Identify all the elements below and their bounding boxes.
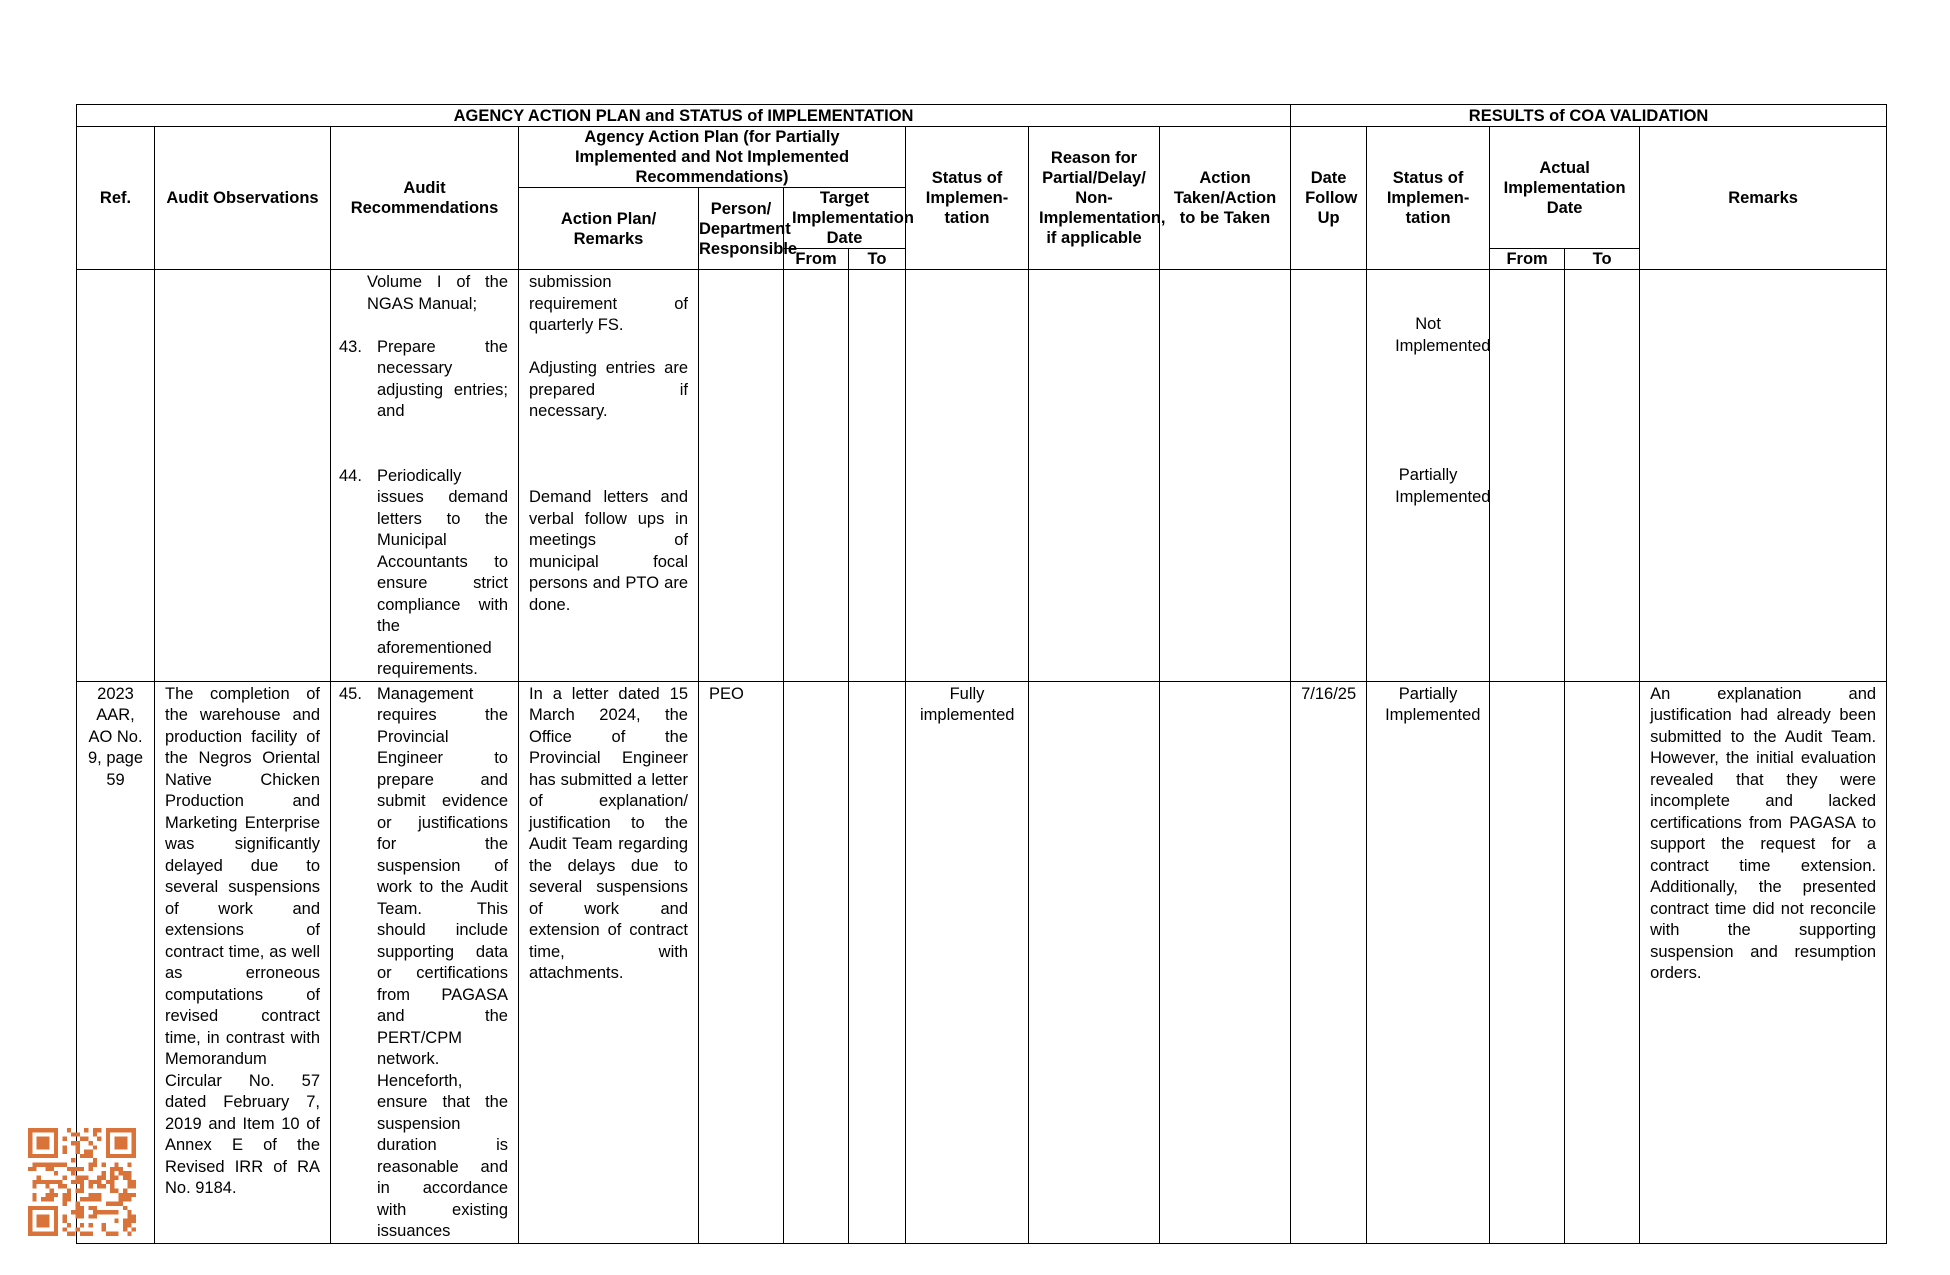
target-from-header: From bbox=[784, 249, 849, 270]
status-agency-text: Fully implemented bbox=[920, 684, 1015, 724]
action-plan-table bbox=[76, 104, 1887, 1244]
plan-continued: submission requirement of quarterly FS. bbox=[529, 273, 688, 334]
target-to-cell bbox=[849, 270, 906, 682]
person-cell bbox=[699, 270, 784, 682]
actual-date-header: Actual Implementation Date bbox=[1490, 127, 1640, 249]
status-coa-header: Status of Implemen- tation bbox=[1367, 127, 1490, 270]
reason-header: Reason for Partial/Delay/ Non- Implementation, if applicable bbox=[1029, 127, 1160, 270]
actual-from-cell bbox=[1490, 270, 1565, 682]
status-coa-text: Partially Implemented bbox=[1385, 684, 1481, 724]
remarks-cell bbox=[1640, 270, 1887, 682]
recommendations-cell bbox=[331, 270, 519, 682]
observation-cell bbox=[155, 681, 331, 1243]
follow-up-date: 7/16/25 bbox=[1301, 684, 1357, 703]
target-date-header: Target Implementation Date bbox=[784, 188, 906, 249]
plan-text: In a letter dated 15 March 2024, the Office of the Provincial Engineer has submitted a letter of explanation/ justification to the Audit Team regarding the delays due to several suspensions of work and extension of contract time, with attachments. bbox=[529, 684, 688, 982]
status-agency-header: Status of Implemen- tation bbox=[906, 127, 1029, 270]
rec-45-text: Management requires the Provincial Engineer to prepare and submit evidence or justifications for the suspension of work to the Audit Team. This should include supporting data or certifications from PAGASA and the PERT/CPM network. Henceforth, ensure that the suspension duration is reasonable and in accordance with existing issuances bbox=[377, 684, 508, 1240]
actual-to-cell bbox=[1565, 681, 1640, 1243]
observation-cell bbox=[155, 270, 331, 682]
plan-43-text: Adjusting entries are prepared if necessary. bbox=[529, 359, 688, 420]
follow-up-cell bbox=[1291, 270, 1367, 682]
person-text: PEO bbox=[709, 684, 744, 703]
audit-recommendations-header: Audit Recommendations bbox=[331, 127, 519, 270]
remarks-header: Remarks bbox=[1640, 127, 1887, 270]
person-responsible-header: Person/ Department Responsible bbox=[699, 188, 784, 270]
table-row bbox=[77, 681, 1887, 1243]
action-plan-remarks-header: Action Plan/ Remarks bbox=[519, 188, 699, 270]
action-taken-header: Action Taken/Action to be Taken bbox=[1160, 127, 1291, 270]
target-to-header: To bbox=[849, 249, 906, 270]
table-row bbox=[77, 270, 1887, 682]
action-taken-cell bbox=[1160, 681, 1291, 1243]
status-43: Not Implemented bbox=[1395, 315, 1491, 355]
status-agency-cell bbox=[906, 681, 1029, 1243]
qr-code bbox=[28, 1128, 136, 1236]
recommendations-cell bbox=[331, 681, 519, 1243]
status-agency-cell bbox=[906, 270, 1029, 682]
status-coa-cell bbox=[1367, 681, 1490, 1243]
target-from-cell bbox=[784, 681, 849, 1243]
reason-cell bbox=[1029, 681, 1160, 1243]
actual-from-cell bbox=[1490, 681, 1565, 1243]
actual-to-cell bbox=[1565, 270, 1640, 682]
follow-up-cell bbox=[1291, 681, 1367, 1243]
rec-continued: Volume I of the NGAS Manual; bbox=[367, 273, 508, 313]
ref-cell: 2023 AAR, AO No. 9, page 59 bbox=[77, 681, 155, 1243]
actual-to-header: To bbox=[1565, 249, 1640, 270]
reason-cell bbox=[1029, 270, 1160, 682]
rec-number: 43. bbox=[339, 337, 362, 356]
remarks-cell bbox=[1640, 681, 1887, 1243]
rec-43-text: Prepare the necessary adjusting entries; and bbox=[377, 337, 508, 420]
actual-from-header: From bbox=[1490, 249, 1565, 270]
action-plan-cell bbox=[519, 270, 699, 682]
coa-section-title: RESULTS of COA VALIDATION bbox=[1291, 105, 1887, 127]
plan-44-text: Demand letters and verbal follow ups in meetings of municipal focal persons and PTO are done. bbox=[529, 488, 688, 614]
status-coa-cell bbox=[1367, 270, 1490, 682]
audit-observations-header: Audit Observations bbox=[155, 127, 331, 270]
ref-cell bbox=[77, 270, 155, 682]
action-taken-cell bbox=[1160, 270, 1291, 682]
target-from-cell bbox=[784, 270, 849, 682]
date-follow-up-header: Date Follow Up bbox=[1291, 127, 1367, 270]
remarks-text: An explanation and justification had already been submitted to the Audit Team. However, the initial evaluation revealed that they were incomplete and lacked certifications from PAGASA to support the request for a contract time extension. Additionally, the presented contract time did not reconcile with the supporting suspension and resumption orders. bbox=[1650, 684, 1877, 982]
ref-header: Ref. bbox=[77, 127, 155, 270]
target-to-cell bbox=[849, 681, 906, 1243]
agency-action-plan-header: Agency Action Plan (for Partially Implemented and Not Implemented Recommendations) bbox=[519, 127, 906, 188]
rec-44-text: Periodically issues demand letters to the Municipal Accountants to ensure strict compliance with the aforementioned requirements. bbox=[377, 466, 508, 678]
rec-number: 44. bbox=[339, 466, 362, 485]
rec-number: 45. bbox=[339, 684, 362, 703]
agency-section-title: AGENCY ACTION PLAN and STATUS of IMPLEMENTATION bbox=[77, 105, 1291, 127]
person-cell bbox=[699, 681, 784, 1243]
status-44: Partially Implemented bbox=[1395, 466, 1491, 506]
observation-text: The completion of the warehouse and production facility of the Negros Oriental Native Chicken Production and Marketing Enterprise was significantly delayed due to several suspensions of work and extensions of contract time, as well as erroneous computations of revised contract time, in contrast with Memorandum Circular No. 57 dated February 7, 2019 and Item 10 of Annex E of the Revised IRR of RA No. 9184. bbox=[165, 684, 320, 1197]
action-plan-cell bbox=[519, 681, 699, 1243]
